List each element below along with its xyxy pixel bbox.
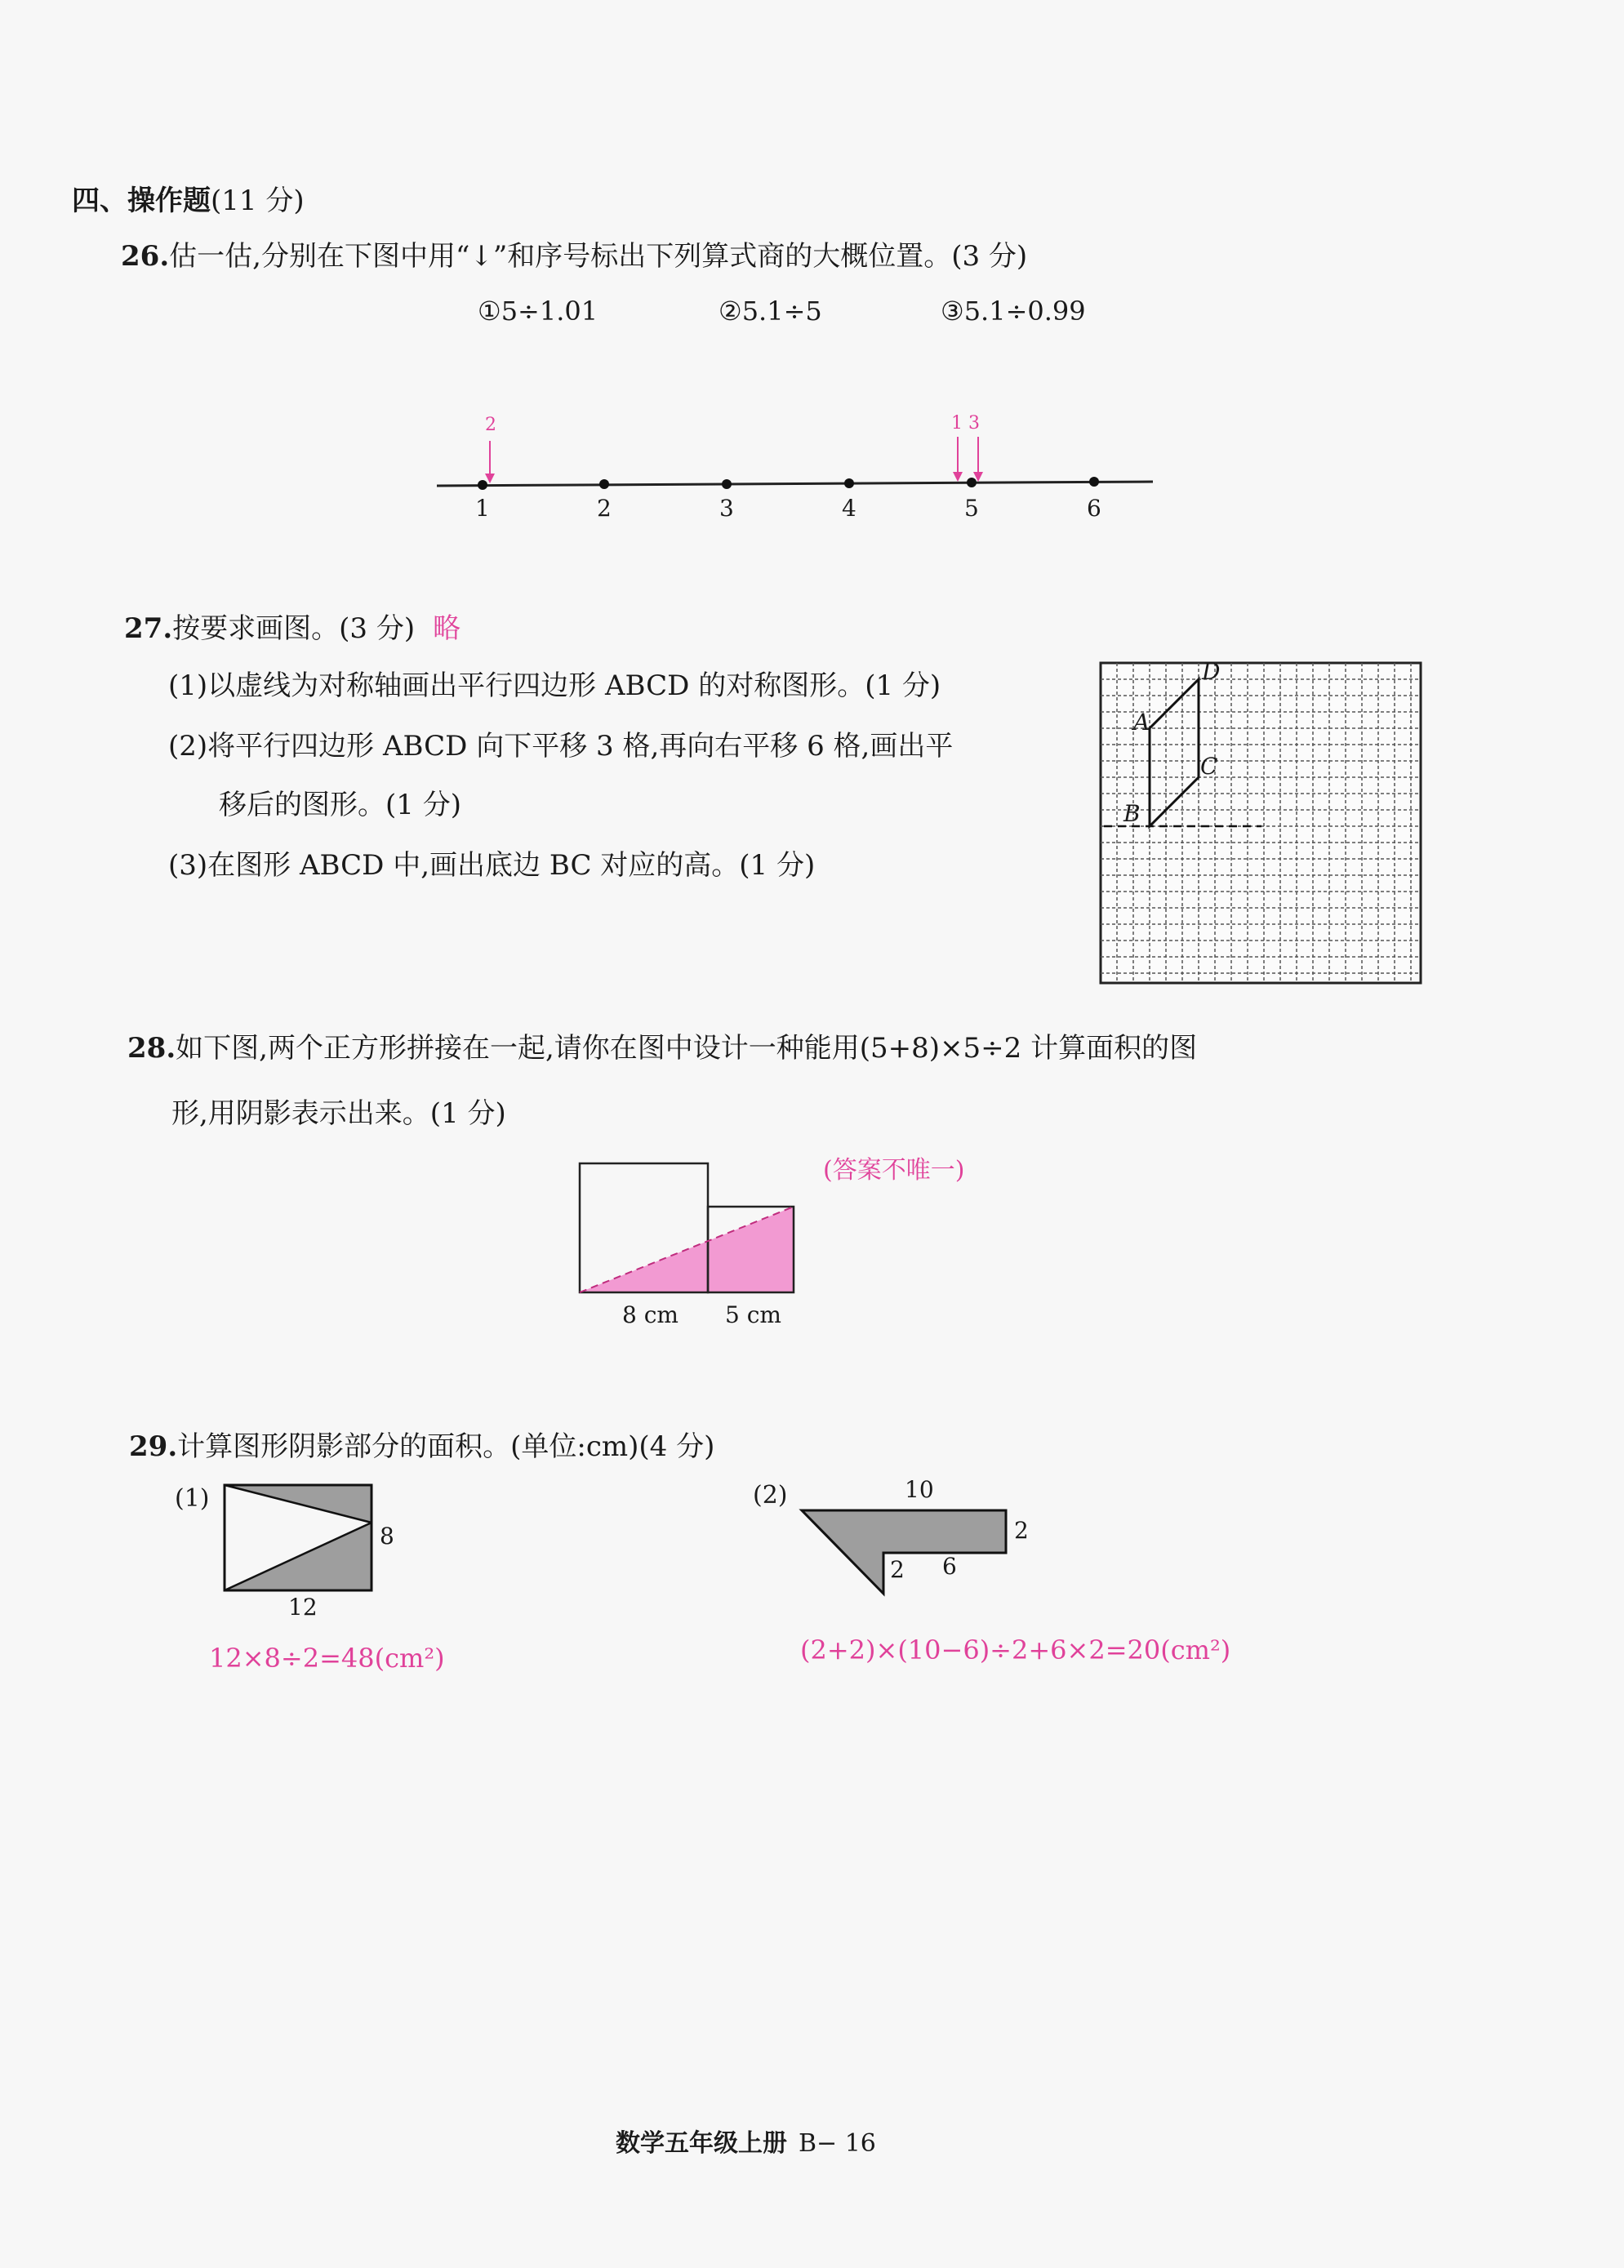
q27-text: 按要求画图。(3 分) <box>172 612 416 645</box>
q29-1-label: (1) <box>175 1484 210 1513</box>
q29-1-answer: 12×8÷2=48(cm²) <box>209 1643 445 1674</box>
tick-label-3: 3 <box>719 495 734 522</box>
section-title: 四、操作题 <box>72 185 211 217</box>
tick-label-4: 4 <box>842 495 856 522</box>
tick-label-5: 5 <box>964 495 979 522</box>
q27-item2a: (2)将平行四边形 ABCD 向下平移 3 格,再向右平移 6 格,画出平 <box>168 730 954 763</box>
tick-dot-6 <box>1089 477 1099 487</box>
q28-text2: 形,用阴影表示出来。(1 分) <box>171 1097 506 1130</box>
q29-2-inner-h-label: 6 <box>942 1553 957 1580</box>
page-footer <box>616 2123 876 2159</box>
q28-label-8cm: 8 cm <box>622 1301 679 1328</box>
tick-label-2: 2 <box>597 495 612 522</box>
answer-arrowhead-1 <box>953 472 963 482</box>
q28-text1: 如下图,两个正方形拼接在一起,请你在图中设计一种能用(5+8)×5÷2 计算面积的图 <box>176 1032 1198 1065</box>
vertex-c-label: C <box>1200 753 1218 780</box>
q27-item3: (3)在图形 ABCD 中,画出底边 BC 对应的高。(1 分) <box>168 849 816 882</box>
q29-1-side-label: 8 <box>380 1523 394 1550</box>
q26-expr2: ②5.1÷5 <box>719 296 822 327</box>
footer-page: B− 16 <box>799 2129 876 2158</box>
q29-number: 29. <box>129 1430 178 1463</box>
q29-2-label: (2) <box>753 1481 788 1510</box>
number-line <box>437 437 1153 490</box>
tick-dot-5 <box>967 478 977 487</box>
tick-dot-2 <box>599 479 609 489</box>
q26-text: 估一估,分别在下图中用“↓”和序号标出下列算式商的大概位置。(3 分) <box>169 240 1028 273</box>
q29-2-answer: (2+2)×(10−6)÷2+6×2=20(cm²) <box>800 1634 1231 1665</box>
q28-figure <box>580 1163 794 1292</box>
tick-label-6: 6 <box>1087 495 1101 522</box>
section-score: (11 分) <box>211 185 305 217</box>
vertex-a-label: A <box>1133 709 1150 736</box>
tick-label-1: 1 <box>475 495 490 522</box>
tick-dot-1 <box>478 480 487 490</box>
q28-note: (答案不唯一) <box>823 1156 965 1185</box>
answer-mark-2: 2 <box>485 415 496 435</box>
q26-expr1: ①5÷1.01 <box>478 296 598 327</box>
q27-item2b: 移后的图形。(1 分) <box>219 789 461 821</box>
q27-prompt <box>124 606 461 646</box>
answer-arrowhead-2 <box>485 474 495 483</box>
q28-label-5cm: 5 cm <box>725 1301 781 1328</box>
answer-mark-1-3: 1 3 <box>951 413 980 434</box>
q27-answer: 略 <box>433 612 461 645</box>
q29-prompt <box>129 1424 714 1464</box>
tick-dot-3 <box>722 479 732 489</box>
q29-text: 计算图形阴影部分的面积。(单位:cm)(4 分) <box>177 1430 715 1463</box>
number-line-axis <box>437 482 1153 486</box>
tick-dot-4 <box>844 478 854 488</box>
q29-2-right-label: 2 <box>1014 1517 1029 1544</box>
vertex-b-label: B <box>1123 800 1141 827</box>
vertex-d-label: D <box>1202 658 1221 685</box>
q29-figure-1 <box>225 1485 372 1590</box>
q27-number: 27. <box>124 612 173 645</box>
footer-book: 数学五年级上册 <box>616 2129 787 2158</box>
q29-2-top-label: 10 <box>905 1476 934 1503</box>
q28-number: 28. <box>127 1032 176 1065</box>
q27-item1: (1)以虚线为对称轴画出平行四边形 ABCD 的对称图形。(1 分) <box>168 669 941 702</box>
q26-expr3: ③5.1÷0.99 <box>941 296 1086 327</box>
q28-prompt <box>127 1025 1197 1065</box>
q26-number: 26. <box>121 240 170 273</box>
q29-1-bottom-label: 12 <box>288 1594 318 1621</box>
q29-2-inner-v-label: 2 <box>890 1556 905 1583</box>
